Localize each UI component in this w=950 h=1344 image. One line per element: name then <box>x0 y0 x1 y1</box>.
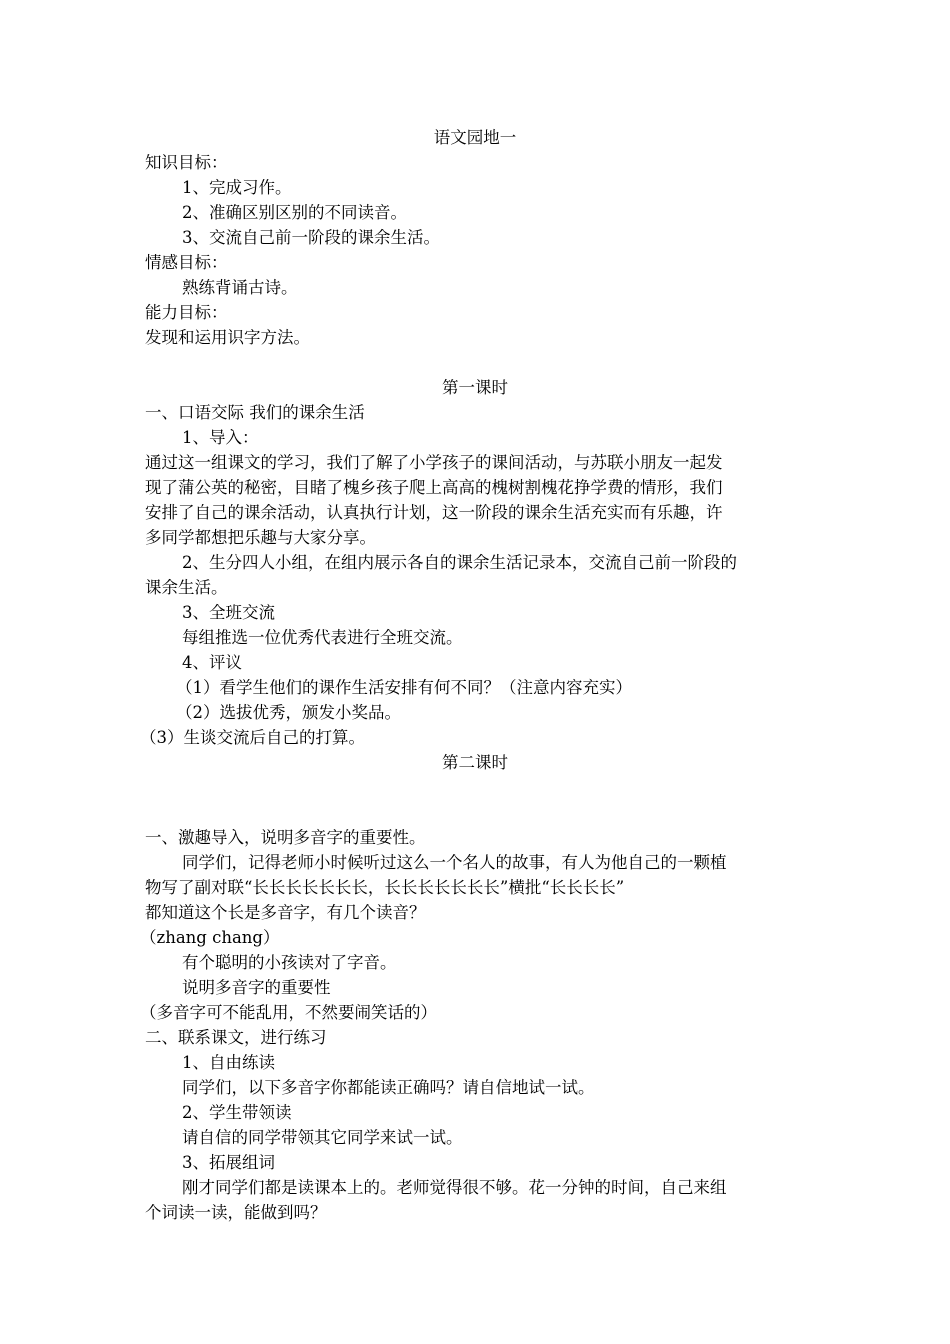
lesson1-section-heading: 一、口语交际 我们的课余生活 <box>145 403 365 422</box>
story-line: 都知道这个长是多音字，有几个读音？ <box>145 903 426 922</box>
practice2-text: 请自信的同学带领其它同学来试一试。 <box>182 1128 463 1147</box>
emotion-goal-item: 熟练背诵古诗。 <box>182 278 298 297</box>
step3-label: 3、全班交流 <box>182 603 275 622</box>
intro-label: 1、导入： <box>182 428 259 447</box>
practice1-text: 同学们，以下多音字你都能读正确吗？请自信地试一试。 <box>182 1078 595 1097</box>
practice3-line: 刚才同学们都是读课本上的。老师觉得很不够。花一分钟的时间，自己来组 <box>182 1178 727 1197</box>
lesson2-section-heading: 一、激趣导入，说明多音字的重要性。 <box>145 828 426 847</box>
intro-paragraph-line: 安排了自己的课余活动，认真执行计划，这一阶段的课余生活充实而有乐趣，许 <box>145 503 723 522</box>
intro-paragraph-line: 多同学都想把乐趣与大家分享。 <box>145 528 376 547</box>
step4-item: （2）选拔优秀，颁发小奖品。 <box>176 703 401 722</box>
importance-line: 说明多音字的重要性 <box>182 978 331 997</box>
story-line: 物写了副对联“长长长长长长长，长长长长长长长”横批“长长长长” <box>145 878 625 897</box>
practice2-label: 2、学生带领读 <box>182 1103 292 1122</box>
step3-text: 每组推选一位优秀代表进行全班交流。 <box>182 628 463 647</box>
ability-goal-label: 能力目标： <box>145 303 228 322</box>
step2-line: 课余生活。 <box>145 578 228 597</box>
smart-kid-line: 有个聪明的小孩读对了字音。 <box>182 953 397 972</box>
lesson1-heading: 第一课时 <box>442 378 508 397</box>
pinyin-note: （zhang chang） <box>140 928 280 947</box>
importance-note: （多音字可不能乱用，不然要闹笑话的） <box>140 1003 437 1022</box>
step4-item: （3）生谈交流后自己的打算。 <box>140 728 365 747</box>
story-line: 同学们，记得老师小时候听过这么一个名人的故事，有人为他自己的一颗植 <box>182 853 727 872</box>
knowledge-goal-item: 2、准确区别区别的不同读音。 <box>182 203 407 222</box>
practice3-label: 3、拓展组词 <box>182 1153 275 1172</box>
knowledge-goal-item: 3、交流自己前一阶段的课余生活。 <box>182 228 440 247</box>
step4-label: 4、评议 <box>182 653 242 672</box>
practice1-label: 1、自由练读 <box>182 1053 275 1072</box>
lesson2-heading: 第二课时 <box>442 753 508 772</box>
knowledge-goal-item: 1、完成习作。 <box>182 178 292 197</box>
step4-item: （1）看学生他们的课作生活安排有何不同？（注意内容充实） <box>176 678 632 697</box>
intro-paragraph-line: 现了蒲公英的秘密，目睹了槐乡孩子爬上高高的槐树割槐花挣学费的情形，我们 <box>145 478 723 497</box>
document-title: 语文园地一 <box>433 128 517 147</box>
emotion-goal-label: 情感目标： <box>145 253 228 272</box>
practice3-line: 个词读一读，能做到吗？ <box>145 1203 327 1222</box>
ability-goal-item: 发现和运用识字方法。 <box>145 328 310 347</box>
step2-line: 2、生分四人小组，在组内展示各自的课余生活记录本，交流自己前一阶段的 <box>182 553 737 572</box>
lesson2-section2-heading: 二、联系课文，进行练习 <box>145 1028 327 1047</box>
knowledge-goal-label: 知识目标： <box>145 153 228 172</box>
intro-paragraph-line: 通过这一组课文的学习，我们了解了小学孩子的课间活动，与苏联小朋友一起发 <box>145 453 723 472</box>
